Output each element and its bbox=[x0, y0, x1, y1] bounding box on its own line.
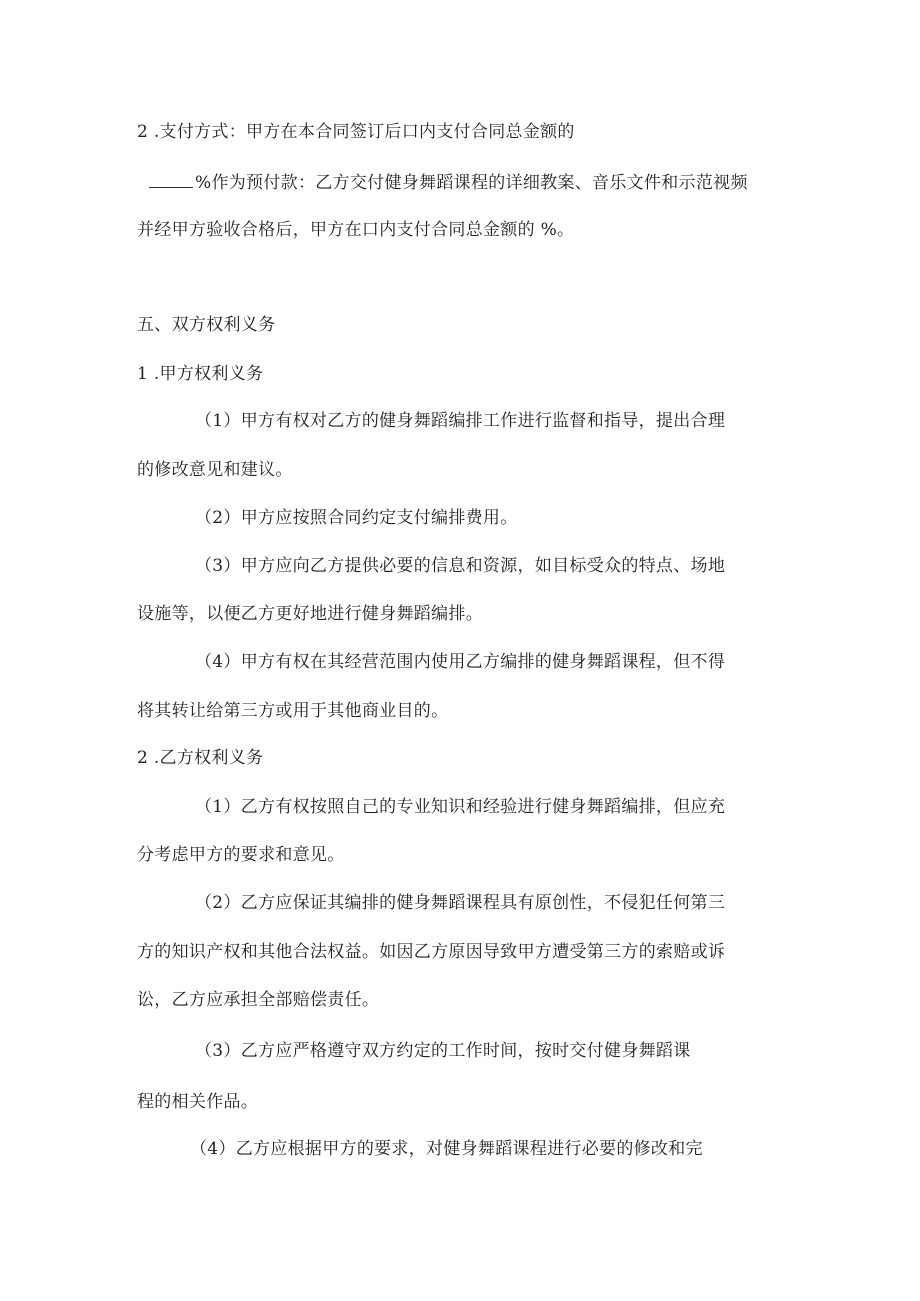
party-b-heading: 2 .乙方权利义务 bbox=[137, 748, 264, 768]
party-b-item-4-line-1: （4）乙方应根据甲方的要求，对健身舞蹈课程进行必要的修改和完 bbox=[190, 1139, 703, 1159]
payment-line-1: 2 .支付方式：甲方在本合同签订后口内支付合同总金额的 bbox=[137, 122, 575, 142]
party-a-item-3-line-1: （3）甲方应向乙方提供必要的信息和资源，如目标受众的特点、场地 bbox=[195, 556, 726, 576]
party-b-item-2-line-2: 方的知识产权和其他合法权益。如因乙方原因导致甲方遭受第三方的索赔或诉 bbox=[137, 942, 726, 962]
party-a-item-2-line-1: （2）甲方应按照合同约定支付编排费用。 bbox=[195, 508, 518, 528]
party-a-heading: 1 .甲方权利义务 bbox=[137, 364, 264, 384]
party-a-item-4-line-2: 将其转让给第三方或用于其他商业目的。 bbox=[137, 701, 449, 721]
party-a-item-3-line-2: 设施等，以便乙方更好地进行健身舞蹈编排。 bbox=[137, 604, 483, 624]
party-b-item-3-line-2: 程的相关作品。 bbox=[137, 1092, 259, 1112]
party-b-item-2-line-3: 讼，乙方应承担全部赔偿责任。 bbox=[137, 990, 380, 1010]
section-heading-rights-obligations: 五、双方权利义务 bbox=[137, 315, 276, 335]
party-a-item-1-line-2: 的修改意见和建议。 bbox=[137, 460, 293, 480]
payment-line-2-text: %作为预付款：乙方交付健身舞蹈课程的详细教案、音乐文件和示范视频 bbox=[195, 173, 748, 193]
party-b-item-1-line-1: （1）乙方有权按照自己的专业知识和经验进行健身舞蹈编排，但应充 bbox=[195, 797, 726, 817]
party-b-item-2-line-1: （2）乙方应保证其编排的健身舞蹈课程具有原创性，不侵犯任何第三 bbox=[195, 893, 726, 913]
party-b-item-3-line-1: （3）乙方应严格遵守双方约定的工作时间，按时交付健身舞蹈课 bbox=[195, 1041, 691, 1061]
party-a-item-4-line-1: （4）甲方有权在其经营范围内使用乙方编排的健身舞蹈课程，但不得 bbox=[195, 652, 726, 672]
party-a-item-1-line-1: （1）甲方有权对乙方的健身舞蹈编排工作进行监督和指导，提出合理 bbox=[195, 411, 726, 431]
blank-underline bbox=[149, 172, 193, 188]
party-b-item-1-line-2: 分考虑甲方的要求和意见。 bbox=[137, 845, 345, 865]
payment-line-3: 并经甲方验收合格后，甲方在口内支付合同总金额的 %。 bbox=[137, 220, 575, 240]
payment-line-2 bbox=[149, 172, 748, 194]
